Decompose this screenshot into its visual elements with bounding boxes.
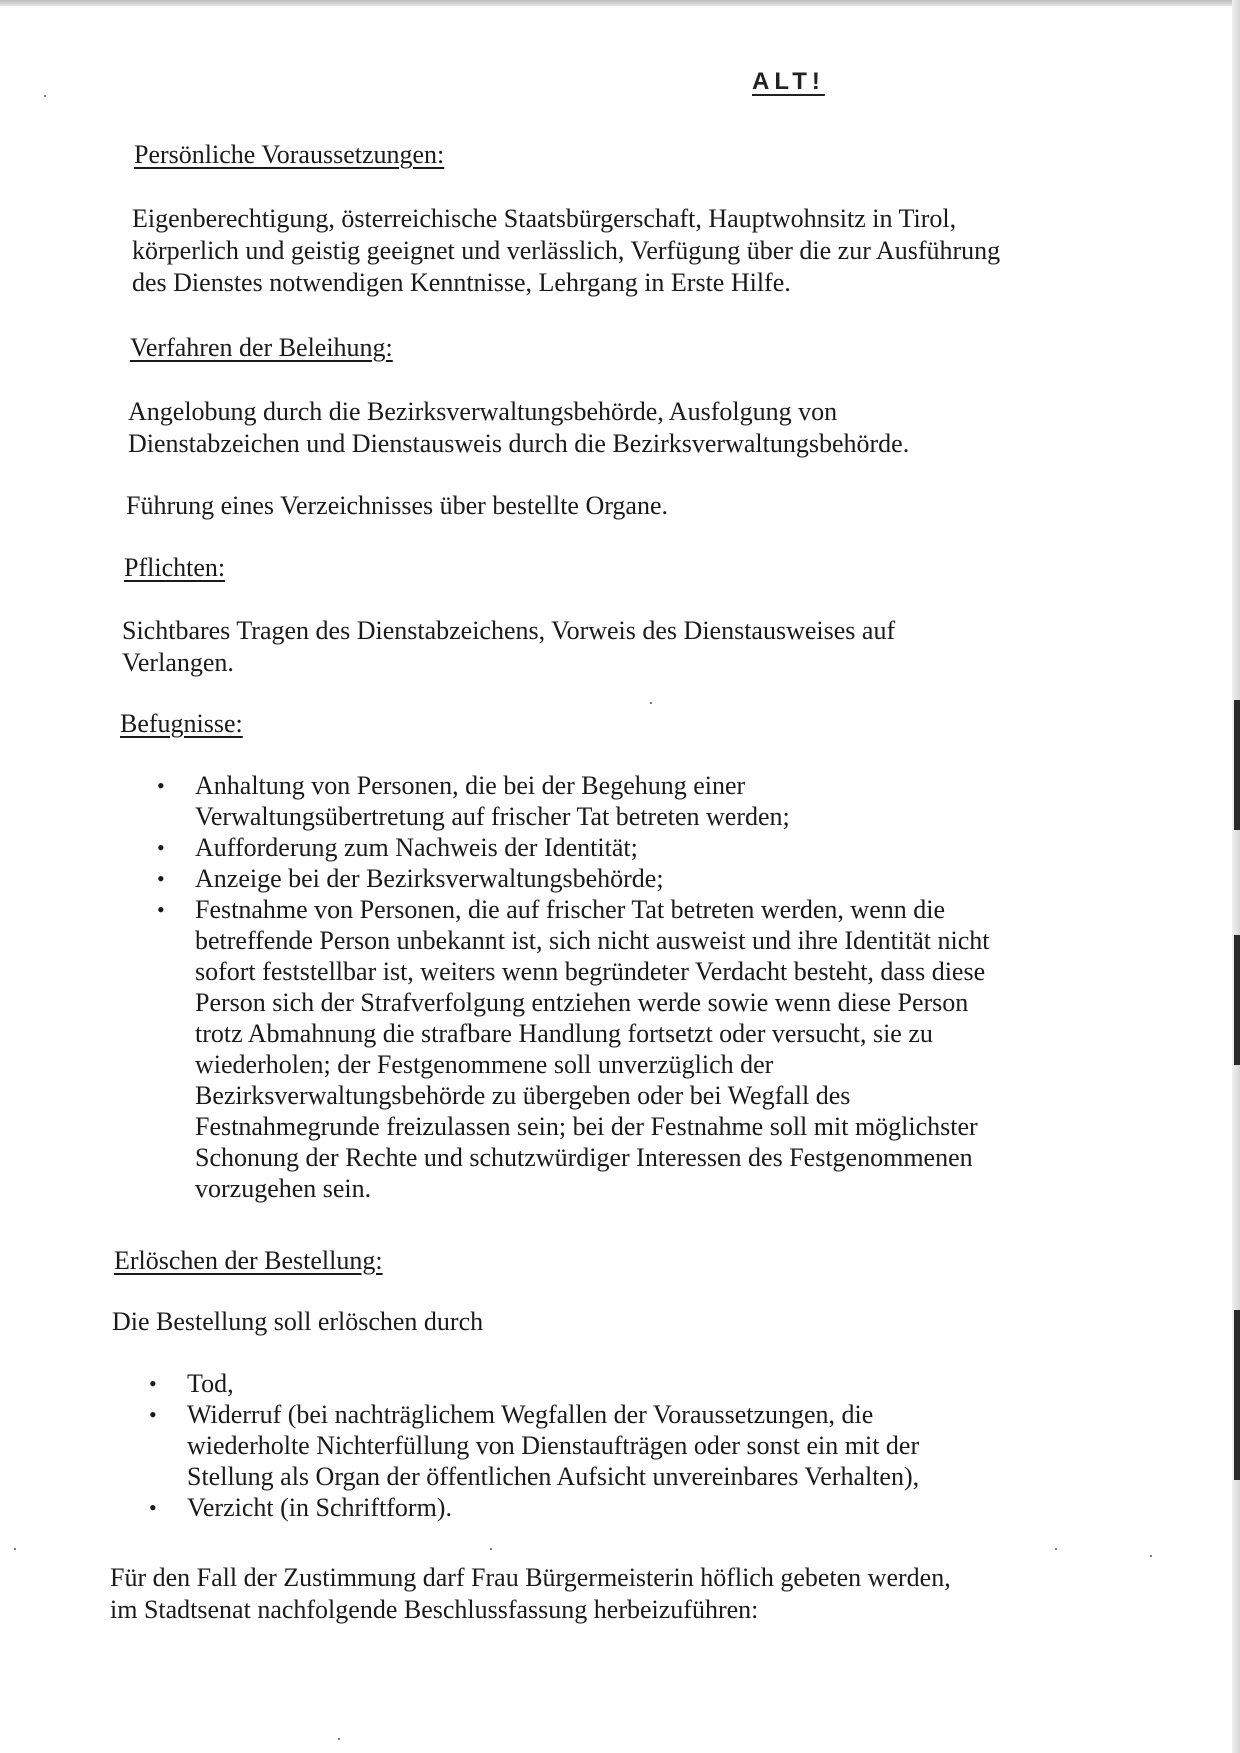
- list-item: [195, 894, 990, 1204]
- text-line: • Tod,: [187, 1369, 234, 1398]
- text-line: wiederholen; der Festgenommene soll unverzüglich der: [195, 1050, 774, 1079]
- paragraph-erloeschen-intro: Die Bestellung soll erlöschen durch: [112, 1307, 484, 1336]
- text-line: des Dienstes notwendigen Kenntnisse, Lehrgang in Erste Hilfe.: [132, 268, 791, 297]
- paragraph-voraussetzungen: [132, 203, 1000, 299]
- text-line: Person sich der Strafverfolgung entziehen werde sowie wenn diese Person: [195, 988, 969, 1017]
- list-item: [195, 832, 990, 863]
- text-line: • Festnahme von Personen, die auf frischer Tat betreten werden, wenn die: [195, 895, 946, 924]
- text-line: • Anzeige bei der Bezirksverwaltungsbehörde;: [195, 864, 664, 893]
- paragraph-schluss: [110, 1562, 951, 1626]
- list-item: [195, 770, 990, 832]
- heading-erloeschen: Erlöschen der Bestellung:: [114, 1246, 383, 1275]
- text-line: Für den Fall der Zustimmung darf Frau Bürgermeisterin höflich gebeten werden,: [110, 1563, 951, 1592]
- alt-stamp: ALT!: [752, 68, 825, 95]
- paragraph-pflichten: [122, 615, 895, 679]
- text-line: • Anhaltung von Personen, die bei der Begehung einer: [195, 771, 746, 800]
- text-line: Verlangen.: [122, 648, 234, 677]
- heading-befugnisse: Befugnisse:: [120, 709, 243, 738]
- text-line: Eigenberechtigung, österreichische Staatsbürgerschaft, Hauptwohnsitz in Tirol,: [132, 204, 957, 233]
- list-item: [187, 1492, 919, 1523]
- list-erloeschen: [187, 1368, 919, 1523]
- heading-pflichten: Pflichten:: [124, 553, 226, 582]
- text-line: • Aufforderung zum Nachweis der Identität;: [195, 833, 638, 862]
- text-line: trotz Abmahnung die strafbare Handlung fortsetzt oder versucht, sie zu: [195, 1019, 933, 1048]
- text-line: Stellung als Organ der öffentlichen Aufsicht unvereinbares Verhalten),: [187, 1462, 920, 1491]
- text-line: Schonung der Rechte und schutzwürdiger Interessen des Festgenommenen: [195, 1143, 973, 1172]
- text-line: Dienstabzeichen und Dienstausweis durch die Bezirksverwaltungsbehörde.: [128, 429, 910, 458]
- text-line: betreffende Person unbekannt ist, sich nicht ausweist und ihre Identität nicht: [195, 926, 990, 955]
- text-line: körperlich und geistig geeignet und verlässlich, Verfügung über die zur Ausführung: [132, 236, 1001, 265]
- text-line: vorzugehen sein.: [195, 1174, 372, 1203]
- paragraph-beleihung: [128, 396, 909, 460]
- heading-beleihung: Verfahren der Beleihung:: [130, 333, 393, 362]
- list-item: [195, 863, 990, 894]
- list-befugnisse: [195, 770, 990, 1204]
- text-line: Festnahmegrunde freizulassen sein; bei der Festnahme soll mit möglichster: [195, 1112, 978, 1141]
- heading-voraussetzungen: Persönliche Voraussetzungen:: [134, 140, 445, 169]
- text-line: • Verzicht (in Schriftform).: [187, 1493, 452, 1522]
- text-line: Sichtbares Tragen des Dienstabzeichens, Vorweis des Dienstausweises auf: [122, 616, 896, 645]
- text-line: Angelobung durch die Bezirksverwaltungsbehörde, Ausfolgung von: [128, 397, 838, 426]
- list-item: [187, 1399, 919, 1492]
- text-line: Bezirksverwaltungsbehörde zu übergeben oder bei Wegfall des: [195, 1081, 851, 1110]
- text-line: wiederholte Nichterfüllung von Dienstaufträgen oder sonst ein mit der: [187, 1431, 920, 1460]
- text-line: sofort feststellbar ist, weiters wenn begründeter Verdacht besteht, dass diese: [195, 957, 986, 986]
- list-item: [187, 1368, 919, 1399]
- text-line: Verwaltungsübertretung auf frischer Tat betreten werden;: [195, 802, 790, 831]
- text-line: • Widerruf (bei nachträglichem Wegfallen der Voraussetzungen, die: [187, 1400, 874, 1429]
- paragraph-verzeichnis: Führung eines Verzeichnisses über bestellte Organe.: [126, 491, 669, 520]
- text-line: im Stadtsenat nachfolgende Beschlussfassung herbeizuführen:: [110, 1595, 759, 1624]
